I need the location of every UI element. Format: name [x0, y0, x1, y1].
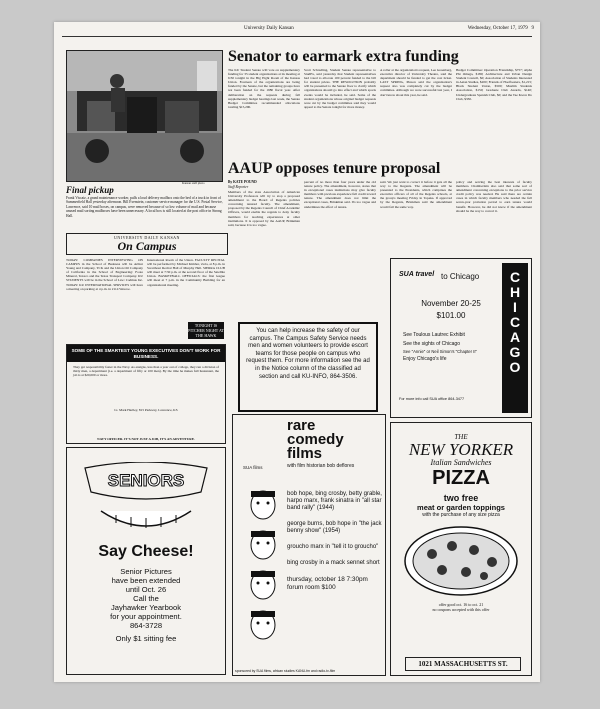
- senate-headline: Senator to earmark extra funding: [228, 48, 459, 65]
- issue-date: Wednesday, October 17, 1979: [467, 26, 528, 31]
- campus-safety-ad: You can help increase the safety of our campus. The Campus Safety Service needs men and women volunteers to provide escort teams for those people on campus who request them. For more information see the ad in the Notice column of the classified ad section and call KU-INFO, 864-3506.: [238, 322, 378, 412]
- tenure-col-2: percent of no more than four years under the old tenure policy. The amendment, however, states that in exceptional cases institutions may give faculty members with previous experience full credit toward tenure. The amendment does not limit the exceptional cases, Brinkman said. It's too vague and undermines the effect of tenure.: [304, 180, 376, 209]
- photo-caption-headline: Final pickup: [66, 185, 114, 195]
- pizza-title-4: PIZZA: [432, 467, 490, 489]
- film-when: thursday, october 18 7:30pm: [287, 576, 368, 583]
- header-rule: [62, 36, 532, 37]
- film-block-2: george burns, bob hope in "the jack benny show" (1954): [287, 521, 382, 534]
- seniors-logo: [81, 462, 211, 500]
- film-block-3: groucho marx in "tell it to groucho": [287, 544, 379, 550]
- pizza-coupons: no coupons accepted with this offer: [432, 607, 490, 612]
- seniors-logo-text: SENIORS: [107, 471, 185, 490]
- senate-col-4: Budget Committee: Operation Friendship, $757; Alpha Phi Omega, $180; Architecture and Urban Design Student Council, $0; Association of Students Interested in Asian Studies, $200; Friends of Hoofbeaters, $1,215; Black Student Union, $500; Muslim Students Association, $150; Graduate Club Awards, $140; Undergraduate Spanish Club, $0; and the Tae Kwon Do Club, $330.: [456, 68, 532, 101]
- tenure-headline: AAUP opposes tenure proposal: [228, 160, 441, 177]
- senate-col-2: Scott Schradling, Student Senate representative to StudEx, said yesterday that Student representatives had voted to allocate 100 percent funded to the bill for student prizes. THE RESOLUTION probably will be presented to the Senate floor to clarify which organizations should go into effect and which sports events would be included, he said. Some of the student organizations whose original budget requests were cut by the budget committee said they would appeal to the Senate tonight for more money.: [304, 68, 376, 109]
- seniors-line-5: Jayhawker Yearbook: [110, 603, 182, 612]
- pizza-address: 1021 MASSACHUSETTS ST.: [405, 657, 521, 671]
- byline: By KATE POUND: [228, 180, 257, 184]
- navy-headline: SOME OF THE SMARTEST YOUNG EXECUTIVES DON'T WORK FOR BUSINESS.: [67, 345, 225, 362]
- photo-caption: Frank Viscaiz, a grand maintenance worker, pulls a loud delivery mailbox onto the bed of a truck in front of Summerfield Hall yesterday afternoon. Bill Evenstein, customer service manager for the U.S. Postal Service, Lawrence, said 10 mail boxes, on campus, were removed because of so low volume of mail and because unused mail sorting mailboxes have been unnecessary. A local box is still located at the post office in Strong Hall.: [66, 196, 223, 218]
- pizza-title-3: Italian Sandwiches: [430, 458, 492, 467]
- seniors-line-3: until Oct. 26: [125, 585, 167, 594]
- tenure-col-1: Members of the state Association of American University Professors will try to stop a proposed amendment to the Board of Regents policies concerning tenured faculty. The amendment, proposed by the Regents Council of Chief Academic Officers, would enable the regents to deny faculty members for teaching experiences at other institutions. It is opposed by the AAUP, Brinkman said, because it is too vague.: [228, 190, 300, 227]
- travel-item-3: See "Annie" or Neil Simon's "Chapter II": [403, 349, 478, 354]
- travel-item-4: Enjoy Chicago's life: [403, 356, 447, 362]
- pizza-icon: [402, 524, 520, 598]
- senate-col-3: A roller at the organization's request, Lee Greenberg, executive director of University Theatre, said the department should be funded to get the cost ticket. LAST SPRING, Pinson said the organization's request also was completely cut by the budget committee. Although we were successful last year, I don't know about this year, he said.: [380, 68, 452, 97]
- comedy-films-ad: [232, 414, 386, 676]
- campus-col-1: TODAY: COMPANIES INTERVIEWING ON CAMPUS in the School of Business will be Arthur Young and Company, TCK and the Union Oil Company of California in the School of Engineering: Foote Mineral, Texaco and the Texas Transport Company. KU STUDENTS will be in the School of Law: Cadmus Inc. TODAY: KU INTERNATIONAL SERVICES will have a meeting on parking at 4 p.m. in 2114 Wescoe.: [66, 258, 143, 291]
- sua-travel-brand: SUA travel: [399, 271, 435, 278]
- pizza-expires: offer good oct. 16 to oct. 21: [438, 602, 484, 607]
- pizza-offer-1: two free: [443, 493, 479, 503]
- page-number: 9: [531, 26, 534, 31]
- campus-col-2: International Room of the Union. FACULTY RECITAL will be performed by Michael Kimber, viola, at 8 p.m. in Swarthout Recital Hall of Murphy Hall. SIERRA CLUB will meet at 7:30 p.m. at the second floor of the Satellite Union. BASKETBALL OFFICIALS: the first league will meet at 7 p.m. in the Community Building for an organizational meeting.: [147, 258, 225, 287]
- travel-dates: November 20-25: [421, 299, 481, 308]
- travel-destination: to Chicago: [441, 272, 480, 281]
- film-block-1: bob hope, bing crosby, betty grable, harpo marx, frank sinatra in "all star band rally" (1944): [287, 491, 382, 511]
- byline-role: Staff Reporter: [228, 184, 249, 189]
- sua-films-label: SUA films: [243, 465, 263, 470]
- navy-footer: NAVY OFFICER. IT'S NOT JUST A JOB, IT'S AN ADVENTURE.: [97, 437, 195, 441]
- paper-name: University Daily Kansan: [244, 26, 294, 31]
- navy-ad: [66, 344, 226, 444]
- mailbox-photo: [66, 50, 223, 182]
- pizza-offer-3: with the purchase of any size pizza: [422, 512, 500, 518]
- seniors-line-1: Senior Pictures: [120, 567, 172, 576]
- chicago-vertical-text: CHICAGO: [507, 269, 523, 374]
- comedian-portraits: [245, 487, 281, 647]
- travel-item-2: See the sights of Chicago: [403, 341, 460, 347]
- pitcher-night-box: TONIGHT IS PITCHER NIGHT AT THE HAWK: [188, 323, 224, 338]
- pizza-title-1: THE: [454, 433, 468, 441]
- seniors-fee: Only $1 sitting fee: [115, 634, 177, 643]
- newspaper-page: [54, 22, 540, 682]
- travel-price: $101.00: [436, 311, 466, 320]
- seniors-line-2: have been extended: [111, 576, 181, 585]
- seniors-line-6: for your appointment.: [110, 612, 182, 621]
- tenure-col-3: said. We just want to correct it before it gets all the way to the Regents. The amendment will be presented to the Presidents, which comprises the executive officers of all of the Regents schools, at the group's meeting Friday in Topeka. If approved by the Regents, Brinkman said the amendment would fail the same way.: [380, 180, 452, 209]
- senate-col-1: The KU Student Senate will vote on supplementary funding for 35 student organizations at its meeting at 6:30 tonight in the Big Eight Room of the Kansas Union. Fourteen of the organizations are being funded by the Senate, but the remaining groups have not been funded for the 1980 fiscal year. After deliberation on the requests during fall supplementary budget hearings last week, the Senate Budget Committee recommended allocations totaling $15,290.: [228, 68, 300, 109]
- seniors-ad: [66, 447, 226, 675]
- photo-credit: Kansan staff photo: [182, 181, 205, 185]
- sua-travel-ad: [390, 258, 532, 418]
- film-block-4: bing crosby in a mack sennet short: [287, 560, 380, 566]
- seniors-phone: 864-3728: [129, 621, 163, 630]
- page-header: [54, 26, 540, 36]
- smile-icon: [96, 507, 196, 537]
- new-yorker-pizza-ad: [390, 422, 532, 676]
- comedy-title-2: comedy: [287, 431, 344, 448]
- pizza-offer-2: meat or garden toppings: [417, 503, 505, 512]
- pizza-title-2: NEW YORKER: [408, 440, 514, 459]
- chicago-vertical-banner: [502, 263, 528, 413]
- travel-item-1: See Toulous Lautrec Exhibit: [403, 332, 465, 338]
- film-where: forum room $100: [287, 583, 336, 591]
- seniors-line-4: Call the: [133, 594, 159, 603]
- comedy-title-3: films: [287, 445, 323, 462]
- navy-contact: Lt. Mark Hartley, 815 Parkway, Lawrence, KS: [114, 408, 178, 413]
- comedy-subtitle: with film historian bob deflores: [287, 463, 355, 469]
- travel-info: For more info call SUA office 864-3477: [399, 397, 465, 401]
- tenure-col-4: policy and serving the best interests of faculty members. Chamberlain also said that some sort of amendment concerning exceptions to the prior service credit policy was needed. He said there are certain cases in which faculty members who needed the full seven-year probation period to earn tenure would benefit. However, he did not know if the amendment should be the way to correct it.: [456, 180, 532, 213]
- on-campus-masthead: UNIVERSITY DAILY KANSAN On Campus: [66, 233, 228, 255]
- navy-body: They get responsibility faster in the Navy. As ensigns, less than a year out of college, they run a division of thirty men, a department (i.e. a department of fifty or 100 men). By the time he makes full lieutenant, the job is at $20,000 or more.: [73, 365, 219, 378]
- comedy-sponsor: sponsored by SUA films, african studies KANU-fm and radio-tv-film: [235, 669, 336, 673]
- say-cheese: Say Cheese!: [98, 543, 194, 560]
- comedy-title-1: rare: [287, 417, 316, 434]
